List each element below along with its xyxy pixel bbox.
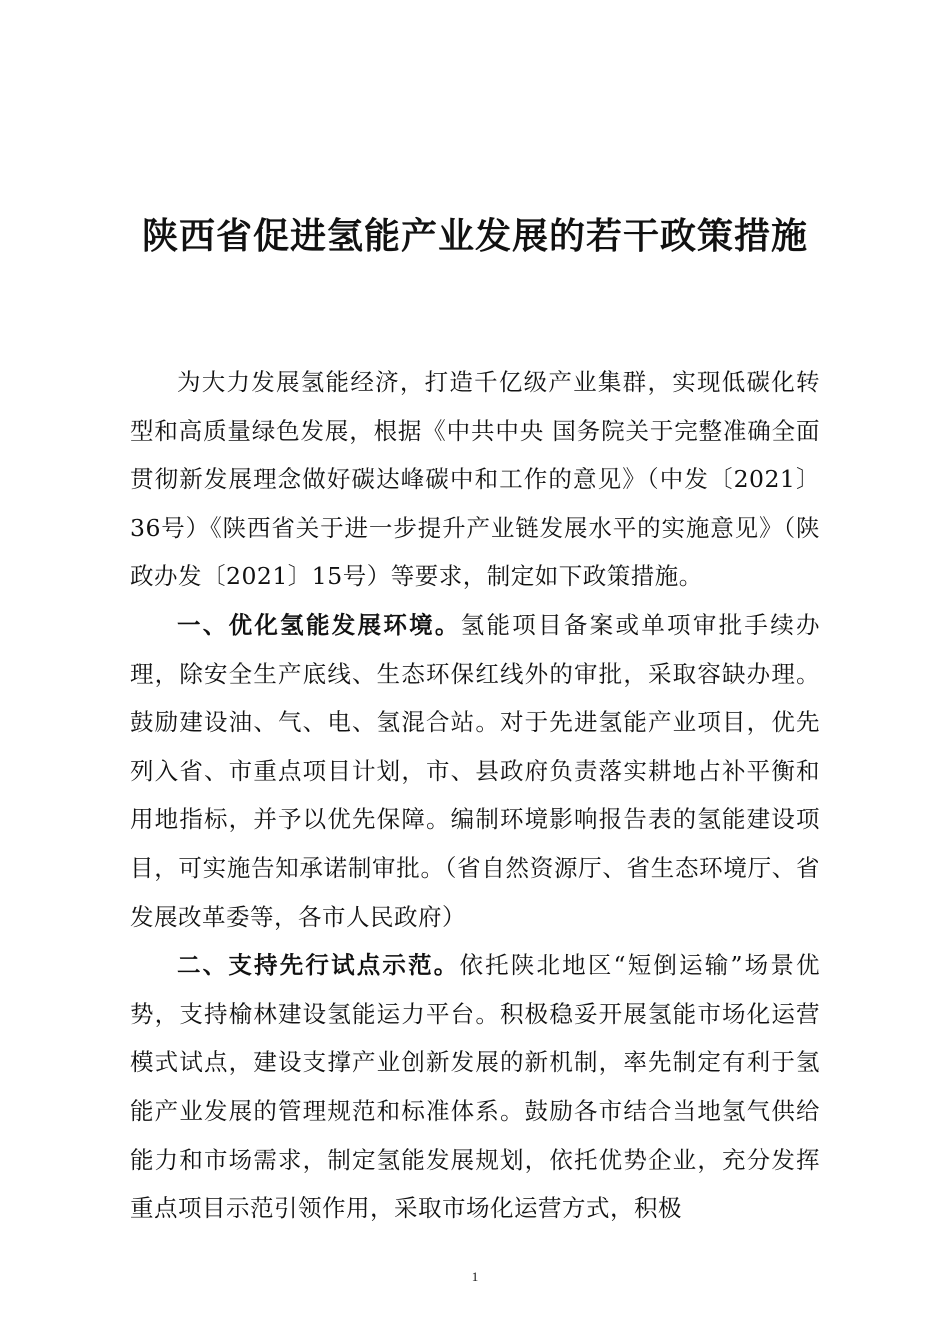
section-paragraph-2: [130, 941, 820, 1233]
section-body-2: 依托陕北地区“短倒运输”场景优势，支持榆林建设氢能运力平台。积极稳妥开展氢能市场化运营模式试点，建设支撑产业创新发展的新机制，率先制定有利于氢能产业发展的管理规范和标准体系。鼓励各市结合当地氢气供给能力和市场需求，制定氢能发展规划，依托优势企业，充分发挥重点项目示范引领作用，采取市场化运营方式，积极: [130, 951, 820, 1223]
section-heading-1: 一、优化氢能发展环境。: [177, 610, 461, 639]
section-body-1: 氢能项目备案或单项审批手续办理，除安全生产底线、生态环保红线外的审批，采取容缺办理。鼓励建设油、气、电、氢混合站。对于先进氢能产业项目，优先列入省、市重点项目计划，市、县政府负责落实耕地占补平衡和用地指标，并予以优先保障。编制环境影响报告表的氢能建设项目，可实施告知承诺制审批。（省自然资源厅、省生态环境厅、省发展改革委等，各市人民政府）: [130, 610, 821, 931]
page-number: 1: [471, 1269, 479, 1284]
section-heading-2: 二、支持先行试点示范。: [177, 951, 460, 980]
section-paragraph-1: [130, 601, 820, 941]
document-body: [130, 358, 820, 1233]
intro-paragraph: 为大力发展氢能经济，打造千亿级产业集群，实现低碳化转型和高质量绿色发展，根据《中共中央 国务院关于完整准确全面贯彻新发展理念做好碳达峰碳中和工作的意见》（中发〔2021〕36号）《陕西省关于进一步提升产业链发展水平的实施意见》（陕政办发〔2021〕15号）等要求，制定如下政策措施。: [130, 368, 820, 591]
document-title: 陕西省促进氢能产业发展的若干政策措施: [141, 215, 808, 257]
